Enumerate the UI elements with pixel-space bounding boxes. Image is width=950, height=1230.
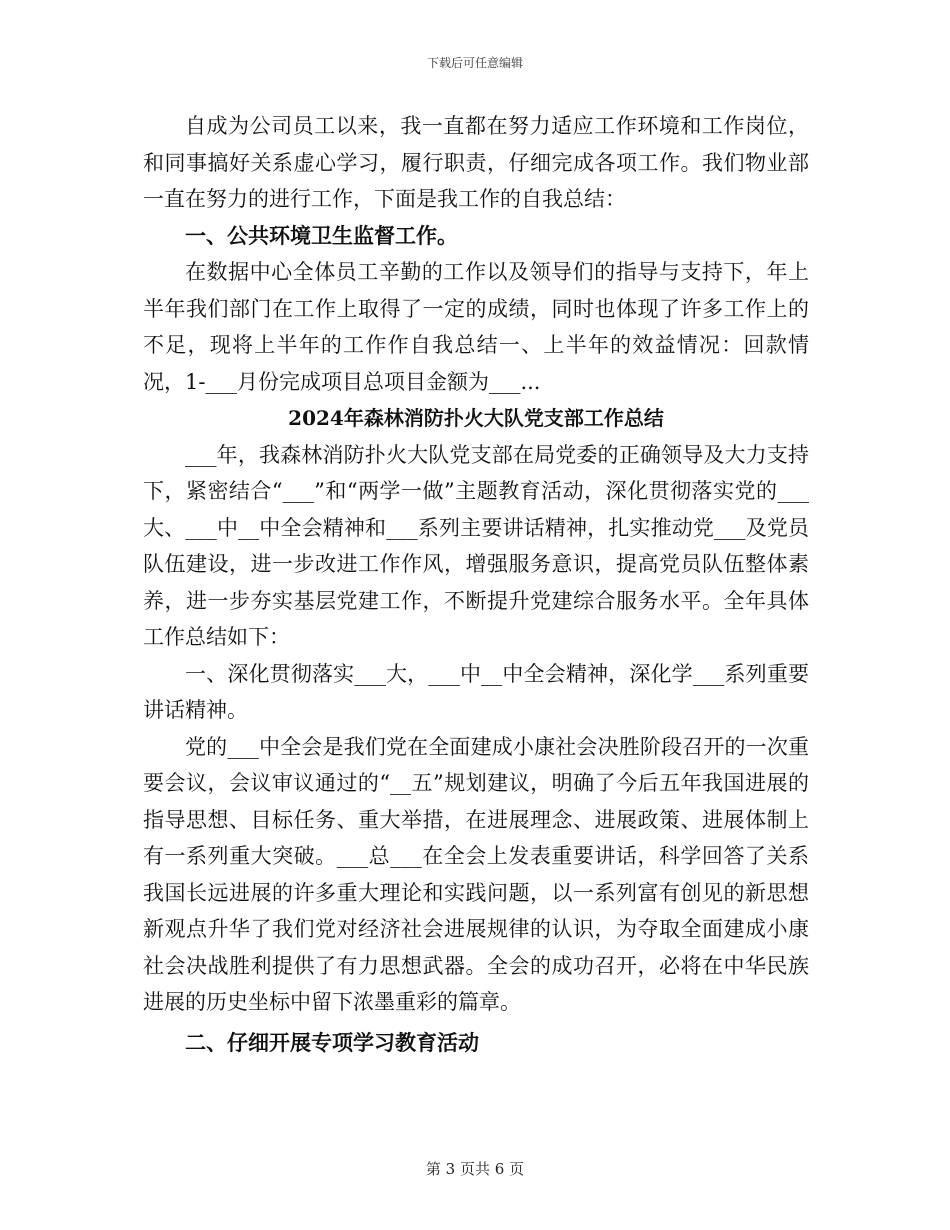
section-heading: 二、仔细开展专项学习教育活动 [185,1029,479,1055]
document-body [143,108,809,1061]
body-paragraph: 党的___中全会是我们党在全面建成小康社会决胜阶段召开的一次重要会议，会议审议通过的“__五”规划建议，明确了今后五年我国进展的指导思想、目标任务、重大举措，在进展理念、进展政策、进展体制上有一系列重大突破。___总___在全会上发表重要讲话，科学回答了关系我国长远进展的许多重大理论和实践问题，以一系列富有创见的新思想新观点升华了我们党对经济社会进展规律的认识，为夺取全面建成小康社会决战胜利提供了有力思想武器。全会的成功召开，必将在中华民族进展的历史坐标中留下浓墨重彩的篇章。 [143,734,809,1014]
page-footer: 第 3 页共 6 页 [425,1160,525,1178]
section-heading: 一、公共环境卫生监督工作。 [185,222,458,248]
page-header: 下载后可任意编辑 [426,56,523,70]
body-paragraph: 一、深化贯彻落实___大，___中__中全会精神，深化学___系列重要讲话精神。 [143,661,809,722]
document-title: 2024年森林消防扑火大队党支部工作总结 [288,406,664,430]
body-paragraph: ___年，我森林消防扑火大队党支部在局党委的正确领导及大力支持下，紧密结合“___”和“两学一做”主题教育活动，深化贯彻落实党的___大、___中__中全会精神和___系列主要讲话精神，扎实推动党___及党员队伍建设，进一步改进工作作风，增强服务意识，提高党员队伍整体素养，进一步夯实基层党建工作，不断提升党建综合服务水平。全年具体工作总结如下： [143,442,809,649]
body-paragraph: 自成为公司员工以来，我一直都在努力适应工作环境和工作岗位，和同事搞好关系虚心学习，履行职责，仔细完成各项工作。我们物业部一直在努力的进行工作，下面是我工作的自我总结： [143,114,809,211]
body-paragraph: 在数据中心全体员工辛勤的工作以及领导们的指导与支持下，年上半年我们部门在工作上取得了一定的成绩，同时也体现了许多工作上的不足，现将上半年的工作作自我总结一、上半年的效益情况：回款情况，1-___月份完成项目总项目金额为___... [143,260,809,394]
